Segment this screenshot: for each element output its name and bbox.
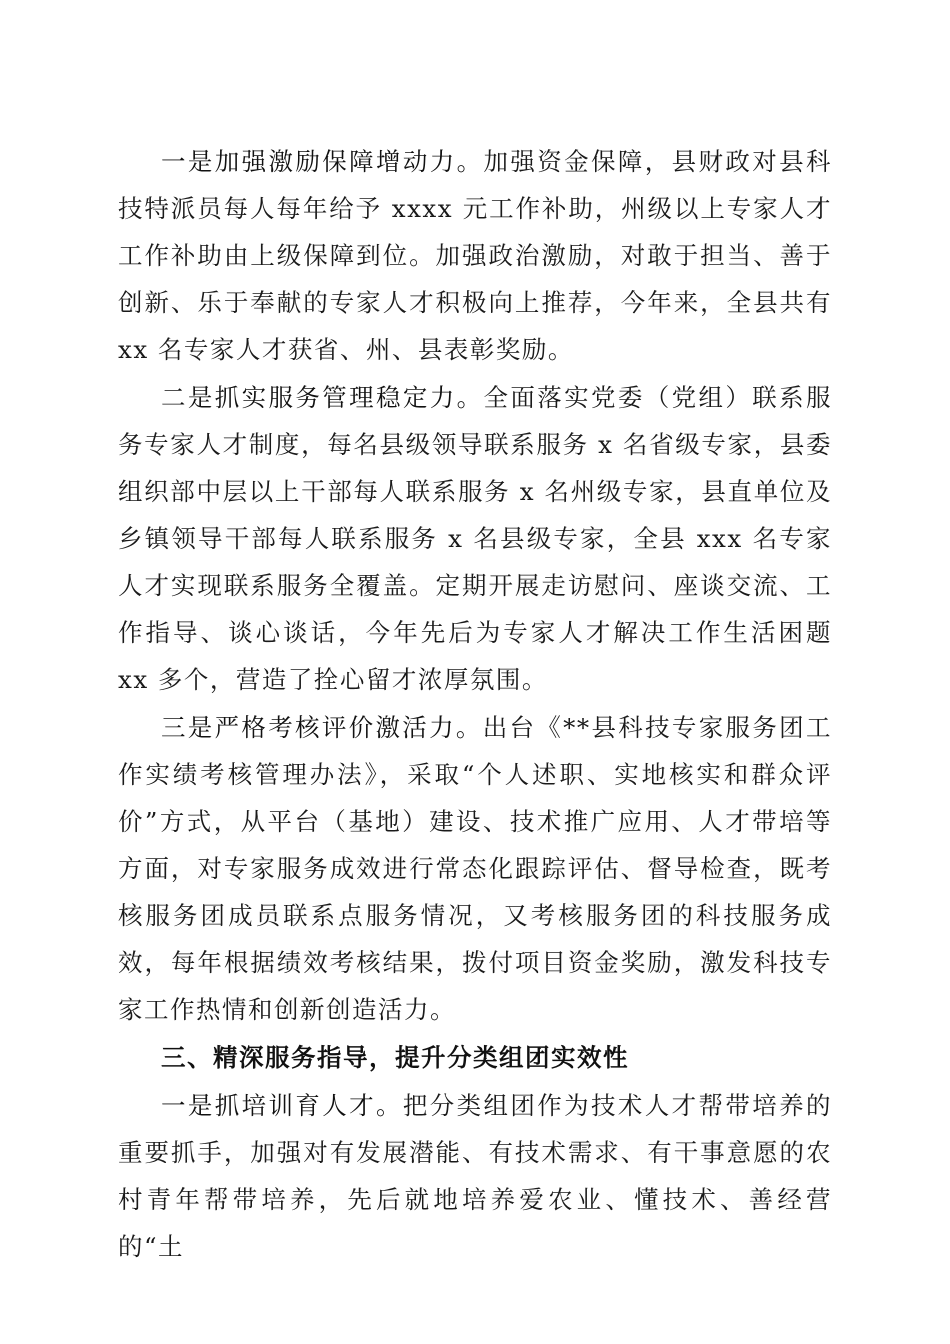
paragraph-lead: 一是抓培训育人才。 (161, 1091, 403, 1120)
paragraph-text: 把分类组团作为技术人才帮带培养的重要抓手，加强对有发展潜能、有技术需求、有干事意愿的农村青年帮带培养，先后就地培养爱农业、懂技术、善经营的“土 (118, 1091, 832, 1261)
paragraph-lead: 一是加强激励保障增动力。 (161, 147, 484, 176)
section-heading: 三、精深服务指导，提升分类组团实效性 (161, 1043, 629, 1072)
paragraph-incentive (118, 138, 832, 373)
paragraph-text: 加强资金保障，县财政对县科技特派员每人每年给予 xxxx 元工作补助，州级以上专家人才工作补助由上级保障到位。加强政治激励，对敢于担当、善于创新、乐于奉献的专家人才积极向上推荐，今年来，全县共有 xx 名专家人才获省、州、县表彰奖励。 (118, 147, 832, 364)
paragraph-lead: 三是严格考核评价激活力。 (161, 713, 483, 742)
paragraph-assessment (118, 704, 832, 1033)
paragraph-text: 全面落实党委（党组）联系服务专家人才制度，每名县级领导联系服务 x 名省级专家，县委组织部中层以上干部每人联系服务 x 名州级专家，县直单位及乡镇领导干部每人联系服务 x 名县级专家，全县 xxx 名专家人才实现联系服务全覆盖。定期开展走访慰问、座谈交流、工作指导、谈心谈话，今年先后为专家人才解决工作生活困题 xx 多个，营造了拴心留才浓厚氛围。 (118, 383, 832, 694)
paragraph-text: 出台《**县科技专家服务团工作实绩考核管理办法》，采取“个人述职、实地核实和群众评价”方式，从平台（基地）建设、技术推广应用、人才带培等方面，对专家服务成效进行常态化跟踪评估、督导检查，既考核服务团成员联系点服务情况，又考核服务团的科技服务成效，每年根据绩效考核结果，拨付项目资金奖励，激发科技专家工作热情和创新创造活力。 (118, 713, 832, 1024)
document-body (118, 138, 832, 1271)
paragraph-training (118, 1082, 832, 1270)
paragraph-lead: 二是抓实服务管理稳定力。 (161, 383, 484, 412)
paragraph-service-management (118, 374, 832, 703)
